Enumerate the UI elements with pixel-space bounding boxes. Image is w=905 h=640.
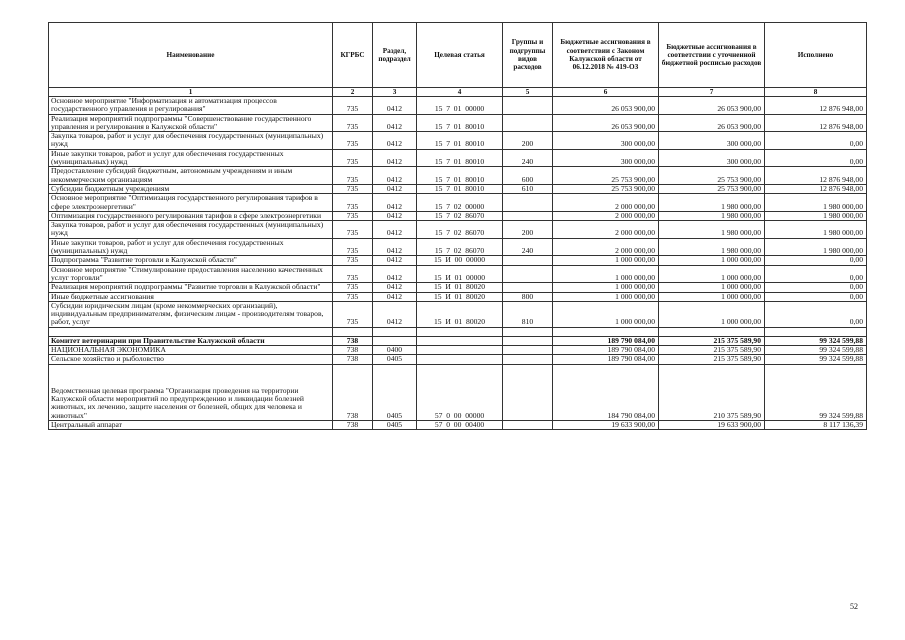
row-budget-schedule: 1 000 000,00 [659, 292, 765, 301]
row-expense-group [503, 336, 553, 345]
row-expense-group [503, 355, 553, 364]
row-budget-law: 25 753 900,00 [553, 184, 659, 193]
row-budget-law: 19 633 900,00 [553, 420, 659, 429]
row-kgrbs: 738 [333, 364, 373, 420]
row-section: 0412 [373, 194, 417, 212]
row-section: 0412 [373, 114, 417, 132]
table-row [49, 346, 867, 355]
col-header-budget-law: Бюджетные ассигнования в соответствии с Законом Калужской области от 06.12.2018 № 419-ОЗ [553, 23, 659, 88]
row-expense-group: 200 [503, 132, 553, 150]
row-target-code [417, 336, 503, 345]
row-target-code: 15 7 02 86070 [417, 238, 503, 256]
col-header-section: Раздел, подраздел [373, 23, 417, 88]
col-num: 5 [503, 88, 553, 97]
row-target-code: 15 И 00 00000 [417, 256, 503, 265]
table-row [49, 336, 867, 345]
row-budget-schedule: 210 375 589,90 [659, 364, 765, 420]
table-spacer-row [49, 327, 867, 336]
row-budget-law: 300 000,00 [553, 149, 659, 167]
row-target-code: 15 7 01 80010 [417, 184, 503, 193]
row-section: 0405 [373, 420, 417, 429]
empty-cell [373, 327, 417, 336]
table-row [49, 211, 867, 220]
row-name: Основное мероприятие "Оптимизация государственного регулирования тарифов в сфере электроэнергетики" [49, 194, 333, 212]
row-section: 0412 [373, 132, 417, 150]
col-num: 7 [659, 88, 765, 97]
row-executed: 0,00 [765, 265, 867, 283]
row-name: Закупка товаров, работ и услуг для обеспечения государственных (муниципальных) нужд [49, 132, 333, 150]
row-budget-schedule: 26 053 900,00 [659, 114, 765, 132]
row-executed: 1 980 000,00 [765, 221, 867, 239]
row-executed: 0,00 [765, 149, 867, 167]
table-row [49, 265, 867, 283]
row-section: 0412 [373, 265, 417, 283]
row-section: 0412 [373, 184, 417, 193]
col-num: 6 [553, 88, 659, 97]
empty-cell [765, 327, 867, 336]
header-row [49, 23, 867, 88]
row-budget-schedule: 25 753 900,00 [659, 184, 765, 193]
table-row [49, 292, 867, 301]
row-name: Подпрограмма "Развитие торговли в Калужской области" [49, 256, 333, 265]
row-executed: 12 876 948,00 [765, 97, 867, 115]
row-executed: 12 876 948,00 [765, 184, 867, 193]
row-executed: 0,00 [765, 292, 867, 301]
row-expense-group [503, 211, 553, 220]
row-budget-schedule: 19 633 900,00 [659, 420, 765, 429]
row-budget-schedule: 215 375 589,90 [659, 336, 765, 345]
row-section: 0412 [373, 283, 417, 292]
row-budget-law: 1 000 000,00 [553, 265, 659, 283]
row-name: Иные закупки товаров, работ и услуг для обеспечения государственных (муниципальных) нужд [49, 238, 333, 256]
row-budget-schedule: 215 375 589,90 [659, 355, 765, 364]
row-budget-law: 2 000 000,00 [553, 221, 659, 239]
empty-cell [553, 327, 659, 336]
row-name: Реализация мероприятий подпрограммы "Развитие торговли в Калужской области" [49, 283, 333, 292]
row-executed: 0,00 [765, 301, 867, 327]
row-name: Закупка товаров, работ и услуг для обеспечения государственных (муниципальных) нужд [49, 221, 333, 239]
row-budget-law: 26 053 900,00 [553, 97, 659, 115]
row-name: Основное мероприятие "Стимулирование предоставления населению качественных услуг торговли" [49, 265, 333, 283]
row-target-code: 57 0 00 00400 [417, 420, 503, 429]
row-section: 0412 [373, 256, 417, 265]
row-section: 0405 [373, 355, 417, 364]
col-header-budget-schedule: Бюджетные ассигнования в соответствии с уточненной бюджетной росписью расходов [659, 23, 765, 88]
col-header-kgrbs: КГРБС [333, 23, 373, 88]
budget-report-sheet [48, 22, 866, 430]
row-budget-law: 189 790 084,00 [553, 346, 659, 355]
row-kgrbs: 735 [333, 194, 373, 212]
row-section: 0412 [373, 238, 417, 256]
row-kgrbs: 735 [333, 114, 373, 132]
row-expense-group [503, 265, 553, 283]
empty-cell [503, 327, 553, 336]
row-budget-law: 300 000,00 [553, 132, 659, 150]
row-expense-group: 240 [503, 238, 553, 256]
row-executed: 0,00 [765, 256, 867, 265]
row-budget-schedule: 300 000,00 [659, 149, 765, 167]
row-name: Комитет ветеринарии при Правительстве Калужской области [49, 336, 333, 345]
table-row [49, 364, 867, 420]
col-num: 4 [417, 88, 503, 97]
row-target-code: 15 7 02 00000 [417, 194, 503, 212]
row-budget-law: 2 000 000,00 [553, 238, 659, 256]
row-section: 0412 [373, 97, 417, 115]
table-row [49, 420, 867, 429]
col-header-groups: Группы и подгруппы видов расходов [503, 23, 553, 88]
row-budget-schedule: 215 375 589,90 [659, 346, 765, 355]
row-expense-group: 800 [503, 292, 553, 301]
table-row [49, 301, 867, 327]
empty-cell [659, 327, 765, 336]
row-kgrbs: 735 [333, 132, 373, 150]
row-kgrbs: 735 [333, 167, 373, 185]
row-section: 0412 [373, 211, 417, 220]
row-budget-law: 2 000 000,00 [553, 194, 659, 212]
row-executed: 1 980 000,00 [765, 194, 867, 212]
row-executed: 99 324 599,88 [765, 355, 867, 364]
row-kgrbs: 738 [333, 346, 373, 355]
row-kgrbs: 735 [333, 301, 373, 327]
row-kgrbs: 735 [333, 283, 373, 292]
row-target-code [417, 355, 503, 364]
row-section: 0412 [373, 149, 417, 167]
row-budget-schedule: 1 980 000,00 [659, 221, 765, 239]
row-executed: 12 876 948,00 [765, 167, 867, 185]
col-header-target: Целевая статья [417, 23, 503, 88]
row-target-code: 15 7 02 86070 [417, 221, 503, 239]
row-budget-law: 25 753 900,00 [553, 167, 659, 185]
row-budget-law: 184 790 084,00 [553, 364, 659, 420]
row-target-code: 15 И 01 00000 [417, 265, 503, 283]
table-row [49, 194, 867, 212]
row-budget-schedule: 1 980 000,00 [659, 211, 765, 220]
col-header-executed: Исполнено [765, 23, 867, 88]
table-row [49, 167, 867, 185]
row-section [373, 336, 417, 345]
row-expense-group [503, 194, 553, 212]
row-expense-group [503, 114, 553, 132]
row-kgrbs: 735 [333, 149, 373, 167]
row-kgrbs: 735 [333, 184, 373, 193]
row-budget-law: 189 790 084,00 [553, 336, 659, 345]
row-target-code: 15 И 01 80020 [417, 292, 503, 301]
row-name: Субсидии юридическим лицам (кроме некоммерческих организаций), индивидуальным предпринимателям, физическим лицам - производителям товаров, работ, услуг [49, 301, 333, 327]
row-kgrbs: 735 [333, 265, 373, 283]
row-expense-group [503, 256, 553, 265]
row-expense-group [503, 283, 553, 292]
row-expense-group [503, 420, 553, 429]
row-budget-schedule: 300 000,00 [659, 132, 765, 150]
empty-cell [49, 327, 333, 336]
col-num: 1 [49, 88, 333, 97]
row-kgrbs: 738 [333, 355, 373, 364]
row-executed: 1 980 000,00 [765, 238, 867, 256]
row-kgrbs: 735 [333, 97, 373, 115]
row-name: Предоставление субсидий бюджетным, автономным учреждениям и иным некоммерческим организациям [49, 167, 333, 185]
row-name: Основное мероприятие "Информатизация и автоматизация процессов государственного управления и регулирования" [49, 97, 333, 115]
row-expense-group [503, 364, 553, 420]
row-name: Центральный аппарат [49, 420, 333, 429]
row-executed: 99 324 599,88 [765, 364, 867, 420]
row-executed: 99 324 599,88 [765, 336, 867, 345]
row-budget-law: 26 053 900,00 [553, 114, 659, 132]
row-name: Субсидии бюджетным учреждениям [49, 184, 333, 193]
row-executed: 0,00 [765, 283, 867, 292]
empty-cell [333, 327, 373, 336]
row-section: 0412 [373, 167, 417, 185]
budget-table-body [49, 97, 867, 430]
row-target-code: 15 7 01 80010 [417, 149, 503, 167]
row-expense-group: 810 [503, 301, 553, 327]
empty-cell [417, 327, 503, 336]
column-number-row [49, 88, 867, 97]
row-budget-schedule: 1 000 000,00 [659, 256, 765, 265]
row-expense-group [503, 97, 553, 115]
row-name: Сельское хозяйство и рыболовство [49, 355, 333, 364]
budget-table [48, 22, 867, 430]
col-num: 2 [333, 88, 373, 97]
table-row [49, 221, 867, 239]
row-section: 0400 [373, 346, 417, 355]
table-row [49, 256, 867, 265]
table-row [49, 97, 867, 115]
row-executed: 8 117 136,39 [765, 420, 867, 429]
row-name: Реализация мероприятий подпрограммы "Совершенствование государственного управления и регулирования в Калужской области" [49, 114, 333, 132]
row-target-code: 15 И 01 80020 [417, 283, 503, 292]
row-budget-law: 1 000 000,00 [553, 283, 659, 292]
table-row [49, 283, 867, 292]
row-expense-group: 610 [503, 184, 553, 193]
table-row [49, 184, 867, 193]
row-expense-group: 600 [503, 167, 553, 185]
page-number: 52 [850, 602, 858, 611]
table-row [49, 149, 867, 167]
row-budget-schedule: 1 000 000,00 [659, 265, 765, 283]
row-target-code: 15 7 01 80010 [417, 167, 503, 185]
row-budget-schedule: 1 000 000,00 [659, 283, 765, 292]
row-section: 0412 [373, 301, 417, 327]
row-name: НАЦИОНАЛЬНАЯ ЭКОНОМИКА [49, 346, 333, 355]
row-budget-schedule: 1 980 000,00 [659, 238, 765, 256]
row-kgrbs: 738 [333, 336, 373, 345]
row-kgrbs: 735 [333, 238, 373, 256]
row-executed: 0,00 [765, 132, 867, 150]
row-budget-law: 189 790 084,00 [553, 355, 659, 364]
table-row [49, 114, 867, 132]
row-section: 0412 [373, 221, 417, 239]
row-budget-schedule: 25 753 900,00 [659, 167, 765, 185]
row-name: Оптимизация государственного регулирования тарифов в сфере электроэнергетики [49, 211, 333, 220]
row-budget-schedule: 1 980 000,00 [659, 194, 765, 212]
col-num: 8 [765, 88, 867, 97]
row-executed: 99 324 599,88 [765, 346, 867, 355]
row-kgrbs: 735 [333, 292, 373, 301]
row-target-code [417, 346, 503, 355]
row-kgrbs: 738 [333, 420, 373, 429]
row-expense-group [503, 346, 553, 355]
row-name: Ведомственная целевая программа "Организация проведения на территории Калужской области мероприятий по предупреждению и ликвидации болезней животных, их лечению, защите населения от болезней, общих для человека и животных" [49, 364, 333, 420]
row-section: 0405 [373, 364, 417, 420]
row-kgrbs: 735 [333, 211, 373, 220]
row-target-code: 15 И 01 80020 [417, 301, 503, 327]
row-target-code: 15 7 02 86070 [417, 211, 503, 220]
col-header-name: Наименование [49, 23, 333, 88]
row-target-code: 15 7 01 00000 [417, 97, 503, 115]
col-num: 3 [373, 88, 417, 97]
row-expense-group: 240 [503, 149, 553, 167]
row-kgrbs: 735 [333, 221, 373, 239]
row-budget-law: 1 000 000,00 [553, 301, 659, 327]
row-target-code: 15 7 01 80010 [417, 114, 503, 132]
row-budget-law: 1 000 000,00 [553, 292, 659, 301]
table-row [49, 238, 867, 256]
row-name: Иные бюджетные ассигнования [49, 292, 333, 301]
row-budget-law: 2 000 000,00 [553, 211, 659, 220]
table-row [49, 355, 867, 364]
table-row [49, 132, 867, 150]
row-budget-schedule: 26 053 900,00 [659, 97, 765, 115]
row-target-code: 15 7 01 80010 [417, 132, 503, 150]
row-target-code: 57 0 00 00000 [417, 364, 503, 420]
row-section: 0412 [373, 292, 417, 301]
row-expense-group: 200 [503, 221, 553, 239]
row-name: Иные закупки товаров, работ и услуг для обеспечения государственных (муниципальных) нужд [49, 149, 333, 167]
row-executed: 12 876 948,00 [765, 114, 867, 132]
row-kgrbs: 735 [333, 256, 373, 265]
row-executed: 1 980 000,00 [765, 211, 867, 220]
row-budget-law: 1 000 000,00 [553, 256, 659, 265]
row-budget-schedule: 1 000 000,00 [659, 301, 765, 327]
